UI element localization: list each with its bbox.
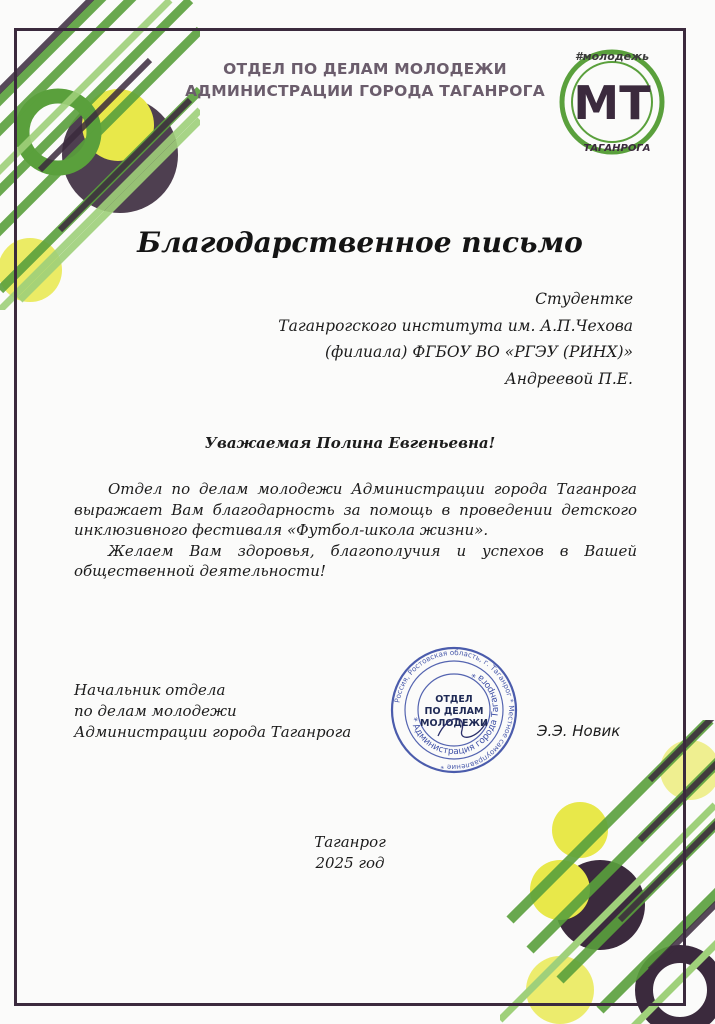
position-line: по делам молодежи [74,702,237,720]
stamp-center-text: ОТДЕЛ [435,694,473,705]
letterhead [180,58,550,102]
footer-year: 2025 год [315,854,385,872]
footer [250,832,450,874]
addressee-line: Андреевой П.Е. [505,369,633,388]
youth-taganrog-logo [555,44,670,159]
addressee-line: Студентке [535,290,633,308]
stamp-outer-text: Россия, Ростовская область, г. Таганрог * Местное самоуправление * [392,647,517,773]
logo-letters: МТ [573,76,651,130]
letterhead-line-1: ОТДЕЛ ПО ДЕЛАМ МОЛОДЕЖИ [223,60,507,78]
logo-top-text: #молодежь [574,50,650,63]
stamp-center-text: ПО ДЕЛАМ [424,706,484,717]
addressee-block [278,286,633,392]
addressee-line: (филиала) ФГБОУ ВО «РГЭУ (РИНХ)» [325,343,633,361]
signer-position [74,680,351,743]
position-line: Начальник отдела [74,681,226,699]
letter-body [74,479,637,582]
footer-city: Таганрог [314,833,386,851]
stamp-center-text: МОЛОДЕЖИ [419,718,489,729]
signer-name: Э.Э. Новик [537,722,621,740]
letter-title: Благодарственное письмо [137,226,583,259]
stamp-ring-text: * Администрация города Таганрога * [407,668,502,758]
letterhead-line-2: АДМИНИСТРАЦИИ ГОРОДА ТАГАНРОГА [185,82,545,100]
official-stamp [388,644,520,776]
position-line: Администрации города Таганрога [74,723,352,741]
salutation: Уважаемая Полина Евгеньевна! [204,434,496,452]
logo-bottom-text: ТАГАНРОГА [583,143,651,154]
body-paragraph: Отдел по делам молодежи Администрации города Таганрога выражает Вам благодарность за помощь в проведении детского инклюзивного фестиваля «Футбол-школа жизни». [74,480,637,539]
addressee-line: Таганрогского института им. А.П.Чехова [278,316,633,335]
body-paragraph: Желаем Вам здоровья, благополучия и успехов в Вашей общественной деятельности! [74,541,637,580]
